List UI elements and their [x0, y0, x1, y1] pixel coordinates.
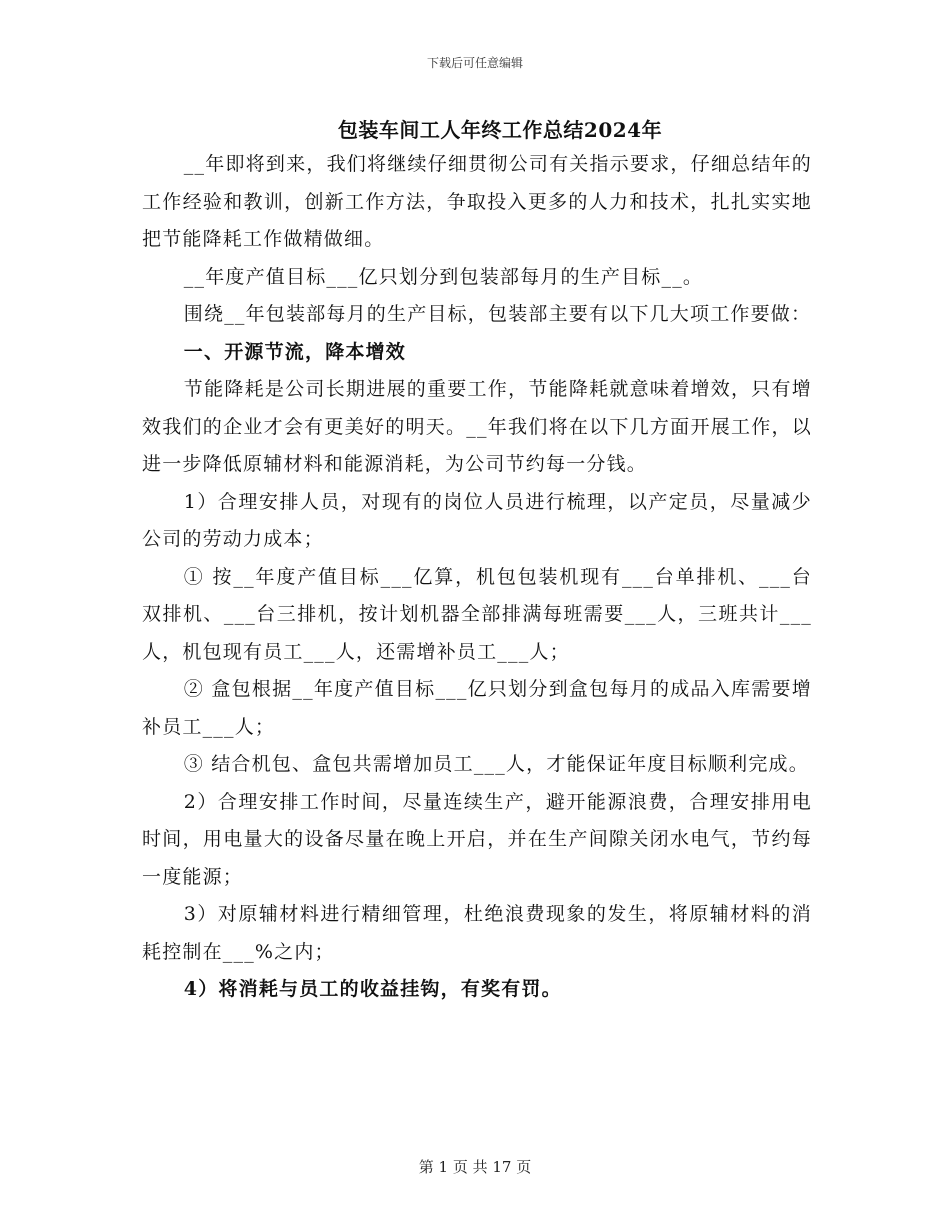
section-heading-1: 一、开源节流，降本增效 — [183, 340, 406, 363]
paragraph-work-items: 围绕__年包装部每月的生产目标，包装部主要有以下几大项工作要做： — [183, 303, 812, 325]
sub-item-3: ③ 结合机包、盒包共需增加员工___人，才能保证年度目标顺利完成。 — [183, 753, 809, 775]
paragraph-energy-saving: 节能降耗是公司长期进展的重要工作，节能降耗就意味着增效，只有增效我们的企业才会有更美好的明天。__年我们将在以下几方面开展工作，以进一步降低原辅材料和能源消耗，为公司节约每一分钱。 — [142, 378, 812, 475]
list-item-4: 4）将消耗与员工的收益挂钩，有奖有罚。 — [183, 978, 562, 1000]
header-note: 下载后可任意编辑 — [426, 56, 523, 70]
list-item-2: 2）合理安排工作时间，尽量连续生产，避开能源浪费，合理安排用电时间，用电量大的设备尽量在晚上开启，并在生产间隙关闭水电气，节约每一度能源； — [142, 790, 812, 888]
document-body — [142, 146, 812, 1009]
paragraph-annual-target: __年度产值目标___亿只划分到包装部每月的生产目标__。 — [183, 265, 704, 288]
sub-item-2: ② 盒包根据__年度产值目标___亿只划分到盒包每月的成品入库需要增补员工___人； — [142, 678, 812, 738]
sub-item-1: ① 按__年度产值目标___亿算，机包包装机现有___台单排机、___台双排机、___台三排机，按计划机器全部排满每班需要___人，三班共计___人，机包现有员工___人，还需增补员工___人； — [142, 565, 812, 663]
list-item-1: 1）合理安排人员，对现有的岗位人员进行梳理，以产定员，尽量减少公司的劳动力成本； — [142, 490, 812, 550]
document-title: 包装车间工人年终工作总结2024年 — [337, 118, 663, 142]
page-number: 第 1 页 共 17 页 — [418, 1158, 532, 1176]
list-item-3: 3）对原辅材料进行精细管理，杜绝浪费现象的发生，将原辅材料的消耗控制在___%之内； — [142, 903, 812, 963]
paragraph-intro: __年即将到来，我们将继续仔细贯彻公司有关指示要求，仔细总结年的工作经验和教训，创新工作方法，争取投入更多的人力和技术，扎扎实实地把节能降耗工作做精做细。 — [142, 153, 812, 250]
